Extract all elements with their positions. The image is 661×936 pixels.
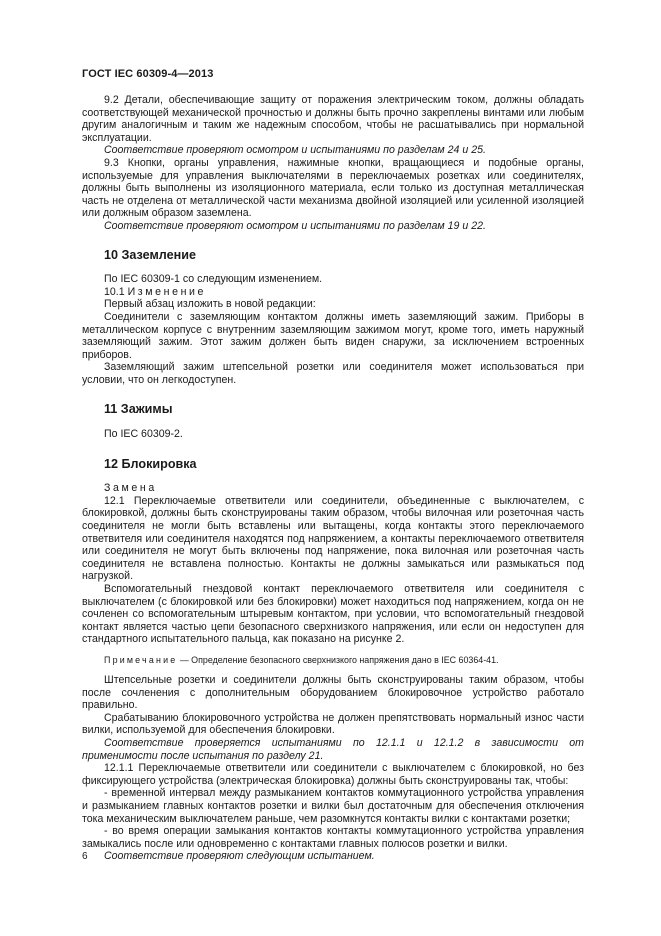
note [82, 654, 584, 666]
list-item: - во время операции замыкания контактов контакты коммутационного устройства управления замыкались после или одновременно с контактами главных полюсов розетки и вилки. [82, 825, 584, 850]
note-label: Примечание [104, 654, 178, 665]
auxiliary-contact-paragraph: Вспомогательный гнездовой контакт переключаемого ответвителя или соединителя с выключателем (с блокировкой или без блокировки) может находиться под напряжением, когда он не сочленен со вспомогательным штыревым контактом, при условии, что вспомогательный гнездовой контакт является частью цепи безопасного сверхнизкого напряжения, или если он недоступен для стандартного испытательного пальца, как показано на рисунке 2. [82, 583, 584, 646]
section-heading-earthing: 10 Заземление [104, 247, 196, 262]
change-label: Изменение [127, 285, 207, 298]
clause-9-2-compliance: Соответствие проверяют осмотром и испытаниями по разделам 24 и 25. [104, 144, 486, 157]
document-header: ГОСТ IEC 60309-4—2013 [82, 68, 214, 80]
earthing-paragraph-1: Соединители с заземляющим контактом должны иметь заземляющий зажим. Приборы в металлическом корпусе с внутренним заземляющим зажимом могут, кроме того, иметь наружный заземляющий зажим. Этот зажим должен быть виден снаружи, за исключением встроенных приборов. [82, 310, 584, 361]
clause-10-1-number: 10.1 [104, 285, 125, 298]
clause-9-3: 9.3 Кнопки, органы управления, нажимные кнопки, вращающиеся и подобные органы, используемые для управления выключателями в переключаемых розетках или соединителях, должны быть выполнены из изоляционного материала, если только из доступная металлическая часть не отделена от металлической части механизма двойной изоляцией или усиленной изоляцией или должным образом заземлена. [82, 156, 584, 220]
note-text: — Определение безопасного сверхнизкого напряжения дано в IEC 60364-41. [177, 654, 499, 665]
clause-12-1: 12.1 Переключаемые ответвители или соединители, объединенные с выключателем, с блокировкой, должны быть сконструированы таким образом, чтобы вилочная или розеточная часть соединителя не могли быть вставлены или вытащены, когда контакты этого переключаемого ответвителя или соединителя находятся под напряжением, а контакты переключаемого ответвителя или соединителя не могут быть включены под напряжение, пока вилочная или розеточная часть соединителя не вставлена полностью. Контакты не должны замыкаться или размыкаться под нагрузкой. [82, 494, 584, 583]
section-11-text: По IEC 60309-2. [104, 428, 183, 441]
wear-paragraph: Срабатыванию блокировочного устройства не должен препятствовать нормальный износ части вилки, используемой для обеспечения блокировки. [82, 711, 584, 737]
list-item: - временной интервал между размыканием контактов коммутационного устройства управления и размыканием главных контактов розетки и вилки был достаточным для обеспечения отключения тока механическим выключателем раньше, чем разомкнутся контакты вилки с контактами розетки; [82, 787, 584, 825]
page-content [82, 94, 584, 863]
clause-12-1-1-compliance: Соответствие проверяют следующим испытанием. [104, 850, 375, 863]
section-heading-interlock: 12 Блокировка [104, 456, 197, 471]
clause-9-3-compliance: Соответствие проверяют осмотром и испытаниями по разделам 19 и 22. [104, 219, 486, 232]
section-heading-terminals: 11 Зажимы [104, 402, 173, 417]
first-paragraph-note: Первый абзац изложить в новой редакции: [104, 298, 316, 311]
replace-label: Замена [104, 482, 157, 495]
clause-9-2: 9.2 Детали, обеспечивающие защиту от поражения электрическим током, должны обладать соответствующей механической прочностью и должны быть прочно закреплены винтами или любым другим аналогичным и таким же надежным способом, чтобы не расшатывались при нормальной эксплуатации. [82, 94, 584, 144]
section-10-intro: По IEC 60309-1 со следующим изменением. [104, 273, 323, 286]
page-number: 6 [82, 851, 88, 862]
clause-12-1-compliance: Соответствие проверяется испытаниями по 12.1.1 и 12.1.2 в зависимости от применимости после испытания по разделу 21. [82, 736, 584, 762]
clause-10-1 [82, 286, 584, 299]
sockets-paragraph: Штепсельные розетки и соединители должны быть сконструированы таким образом, чтобы после сочленения с дополнительным оборудованием блокировочное устройство работало правильно. [82, 673, 584, 712]
clause-12-1-1: 12.1.1 Переключаемые ответвители или соединители с выключателем с блокировкой, но без фиксирующего устройства (электрическая блокировка) должны быть сконструированы так, чтобы: [82, 762, 584, 787]
earthing-paragraph-2: Заземляющий зажим штепсельной розетки или соединителя может использоваться при условии, что он легкодоступен. [82, 361, 584, 386]
